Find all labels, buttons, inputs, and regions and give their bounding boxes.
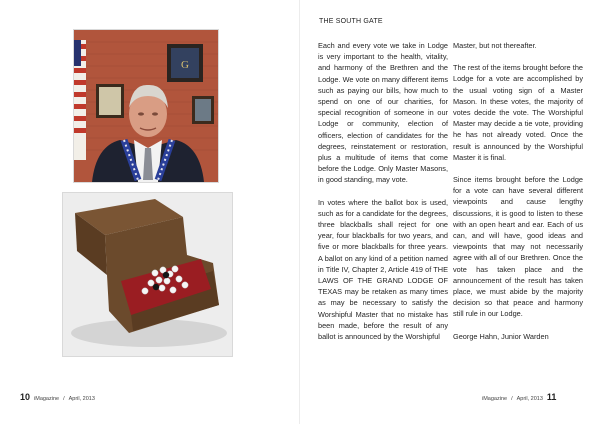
svg-text:G: G [181,59,189,71]
paragraph: Since items brought before the Lodge for a vote can have several different viewpoints and cause lengthy discussions, it is good to listen to these with an open heart and ear. Each of us can, and will have, good ideas and viewpoints that may not necessarily agree with all of our Brethren. Once the vote has taken place and the announcement of the result has taken place, we must abide by the majority decision so that peace and harmony still rule in our Lodge. [453,175,583,319]
paragraph: Each and every vote we take in Lodge is very important to the health, vitality, and harmony of the Brethren and the Lodge. We vote on many different items such as paying our bills, how much to spend on one of our charities, for special recognition of someone in our Lodge or community, election of officers, election of candidates for the degrees, reinstatement or restoration, plus a multitude of items that come before the Lodge. Only Master Masons, in good standing, may vote. [318,41,448,185]
magazine-name-right: iMagazine [482,396,508,402]
issue-date-left: April, 2013 [68,396,95,402]
footer-right [482,392,556,402]
folio-separator-right: / [511,396,513,402]
paragraph: The rest of the items brought before the Lodge for a vote are accomplished by the usual voting sign of a Master Mason. In these votes, the majority of votes decide the vote. The Worshipful Master may decide a tie vote, providing he has not already voted. Once the result is announced by the Worshipful Master it is final. [453,63,583,162]
footer-left [20,392,95,402]
portrait-photo [73,29,219,183]
magazine-name-left: iMagazine [34,396,60,402]
article-column-1 [318,40,448,342]
page-number-right: 11 [546,392,557,402]
author-signature: George Hahn, Junior Warden [453,331,549,341]
paragraph: In votes where the ballot box is used, such as for a candidate for the degrees, three blackballs shall reject for one year, four blackballs for two years, and five or more blackballs for three years. A ballot on any kind of a petition named in Title IV, Chapter 2, Article 419 of THE LAWS OF THE GRAND LODGE OF TEXAS may be retaken as many times as may be necessary to satisfy the Worshipful Master that no mistake has been made, before the result of any ballot is announced by the Worshipful [318,197,448,342]
folio-separator-left: / [63,396,65,402]
article-column-2 [453,40,583,342]
ballot-box-photo [62,192,233,357]
portrait-illustration [74,30,218,182]
ballot-box-illustration [63,193,232,356]
page-number-left: 10 [20,392,31,402]
paragraph: Master, but not thereafter. [453,41,537,50]
issue-date-right: April, 2013 [516,396,543,402]
article-title: THE SOUTH GATE [319,18,383,25]
page-gutter [299,0,300,424]
